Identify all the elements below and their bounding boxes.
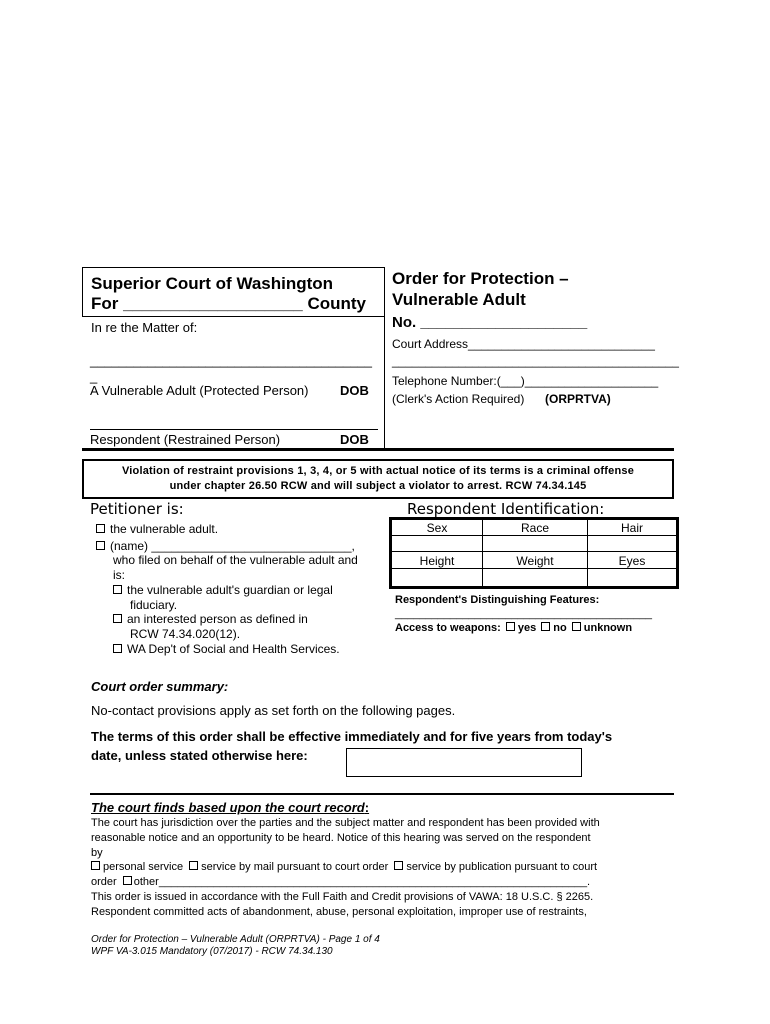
case-number[interactable]: No. ____________________	[392, 314, 588, 331]
table-hline-3	[391, 568, 677, 569]
clerk-action: (Clerk's Action Required)	[392, 392, 525, 406]
respondent-label: Respondent (Restrained Person)	[90, 432, 281, 447]
weapons-label: Access to weapons:	[395, 622, 501, 634]
court-address[interactable]: Court Address____________________________	[392, 337, 655, 351]
checkbox-icon[interactable]	[113, 614, 122, 623]
summary-heading: Court order summary:	[91, 679, 229, 694]
weapons-unknown-checkbox[interactable]	[572, 622, 581, 631]
mail-service-checkbox[interactable]	[189, 861, 198, 870]
findings-p2: This order is issued in accordance with the Full Faith and Credit provisions of VAWA: 18 U.S.C. § 2265.	[91, 891, 594, 903]
weapons-yes-checkbox[interactable]	[506, 622, 515, 631]
order-label: order	[91, 876, 117, 888]
service-options-row2	[91, 876, 590, 888]
petitioner-opt-name-cont1: who filed on behalf of the vulnerable adult and	[113, 553, 358, 567]
respondent-name-line	[90, 429, 378, 430]
header-weight: Weight	[516, 554, 554, 568]
terms-line1: The terms of this order shall be effective immediately and for five years from today's	[91, 729, 613, 744]
checkbox-icon[interactable]	[96, 524, 105, 533]
other-service-label[interactable]: other______________________________________________________________________.	[133, 876, 591, 888]
header-hair: Hair	[620, 521, 643, 535]
header-eyes: Eyes	[618, 554, 646, 568]
petitioner-sub-interested-cont: RCW 74.34.020(12).	[130, 627, 241, 641]
findings-p1-line2: reasonable notice and an opportunity to be heard. Notice of this hearing was served on the respondent	[91, 832, 591, 844]
option-label: the vulnerable adult.	[110, 522, 219, 536]
weapons-no-label: no	[553, 622, 567, 634]
mail-service-label: service by mail pursuant to court order	[201, 861, 389, 873]
form-code: (ORPRTVA)	[545, 392, 611, 406]
findings-heading-colon: :	[364, 800, 370, 815]
no-contact-text: No-contact provisions apply as set forth on the following pages.	[91, 703, 456, 718]
distinguishing-features-label: Respondent's Distinguishing Features:	[395, 594, 600, 606]
caption-bottom-rule	[82, 448, 674, 451]
other-service-checkbox[interactable]	[123, 876, 132, 885]
petitioner-sub-guardian-cont: fiduciary.	[130, 598, 178, 612]
findings-p1-line3: by	[91, 847, 103, 859]
option-label: (name) ______________________________,	[110, 539, 355, 553]
weapons-no-checkbox[interactable]	[541, 622, 550, 631]
effective-date-input[interactable]	[346, 748, 582, 777]
petitioner-opt-vulnerable-adult[interactable]	[96, 522, 218, 536]
weapons-unknown-label: unknown	[583, 622, 633, 634]
service-options-row1	[91, 861, 597, 873]
checkbox-icon[interactable]	[113, 585, 122, 594]
publication-service-label: service by publication pursuant to court	[406, 861, 598, 873]
weapons-yes-label: yes	[517, 622, 537, 634]
petitioner-sub-guardian[interactable]	[113, 583, 333, 597]
option-label: an interested person as defined in	[127, 612, 308, 626]
matter-label: In re the Matter of:	[91, 320, 198, 335]
court-name-line2: For ___________________ County	[91, 294, 367, 313]
petitioner-sub-dshs[interactable]	[113, 642, 340, 656]
option-label: WA Dep't of Social and Health Services.	[127, 642, 340, 656]
weapons-row	[395, 622, 632, 634]
findings-heading-text: The court finds based upon the court record	[91, 800, 365, 815]
dob-label-protected: DOB	[340, 383, 369, 398]
findings-top-rule	[90, 793, 674, 795]
footer-line1: Order for Protection – Vulnerable Adult (ORPRTVA) - Page 1 of 4	[91, 934, 380, 945]
protected-person-label: A Vulnerable Adult (Protected Person)	[90, 383, 309, 398]
table-hline-1	[391, 535, 677, 536]
findings-p3: Respondent committed acts of abandonment, abuse, personal exploitation, improper use of restraints,	[91, 906, 587, 918]
table-hline-2	[391, 551, 677, 552]
footer-line2: WPF VA-3.015 Mandatory (07/2017) - RCW 74.34.130	[91, 946, 333, 957]
dob-label-respondent: DOB	[340, 432, 369, 447]
protected-person-name-blank[interactable]: _______________________________________	[90, 353, 372, 368]
protected-person-blank-cont: _	[90, 369, 98, 384]
findings-p1-line1: The court has jurisdiction over the parties and the subject matter and respondent has been provided with	[91, 817, 600, 829]
order-title-line2: Vulnerable Adult	[392, 290, 526, 309]
telephone-number[interactable]: Telephone Number:(___)____________________	[392, 374, 659, 388]
checkbox-icon[interactable]	[96, 541, 105, 550]
warning-line1: Violation of restraint provisions 1, 3, 4, or 5 with actual notice of its terms is a criminal offense	[121, 465, 635, 477]
petitioner-heading: Petitioner is:	[90, 500, 184, 518]
personal-service-label: personal service	[103, 861, 184, 873]
warning-line2: under chapter 26.50 RCW and will subject a violator to arrest. RCW 74.34.145	[169, 480, 587, 492]
court-address-blank[interactable]: ___________________________________________	[392, 354, 679, 368]
publication-service-checkbox[interactable]	[394, 861, 403, 870]
petitioner-opt-name[interactable]	[96, 539, 355, 553]
distinguishing-features-blank[interactable]: __________________________________________	[395, 608, 652, 620]
option-label: the vulnerable adult's guardian or legal	[127, 583, 333, 597]
court-name-line1: Superior Court of Washington	[91, 274, 334, 293]
header-sex: Sex	[426, 521, 448, 535]
respondent-id-heading: Respondent Identification:	[407, 500, 605, 518]
petitioner-sub-interested[interactable]	[113, 612, 308, 626]
order-title-line1: Order for Protection –	[392, 269, 569, 288]
findings-heading	[91, 800, 369, 815]
header-height: Height	[419, 554, 455, 568]
caption-vertical-rule	[384, 317, 385, 450]
personal-service-checkbox[interactable]	[91, 861, 100, 870]
checkbox-icon[interactable]	[113, 644, 122, 653]
header-race: Race	[520, 521, 549, 535]
terms-line2: date, unless stated otherwise here:	[91, 748, 308, 763]
petitioner-opt-name-cont2: is:	[113, 568, 125, 582]
